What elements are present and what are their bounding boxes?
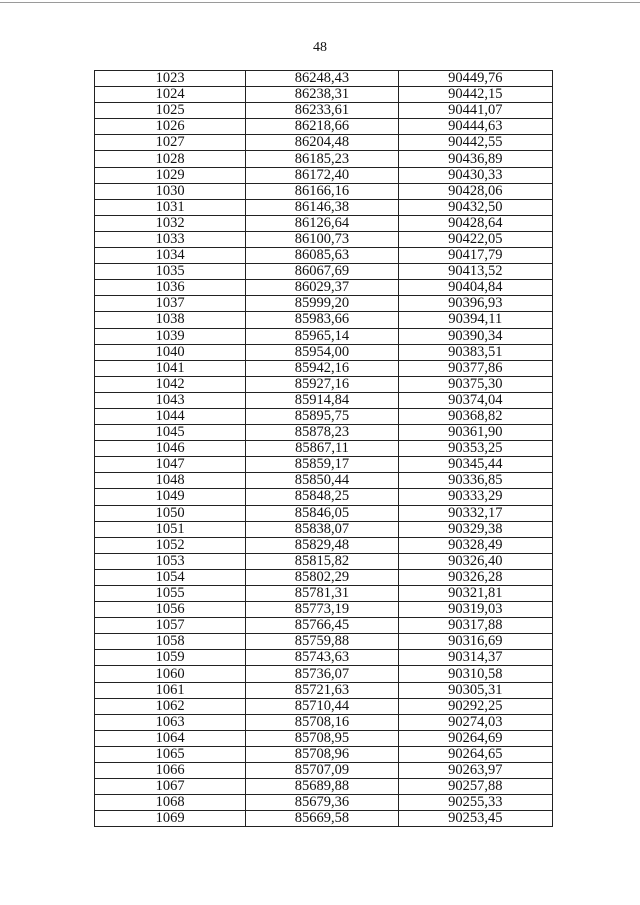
point-number-cell: 1032 <box>95 215 246 231</box>
y-coordinate-cell: 90417,79 <box>398 248 552 264</box>
point-number-cell: 1060 <box>95 666 246 682</box>
y-coordinate-cell: 90396,93 <box>398 296 552 312</box>
x-coordinate-cell: 86233,61 <box>246 103 398 119</box>
table-row <box>95 376 553 392</box>
point-number-cell: 1047 <box>95 457 246 473</box>
x-coordinate-cell: 85689,88 <box>246 779 398 795</box>
point-number-cell: 1035 <box>95 264 246 280</box>
x-coordinate-cell: 85708,16 <box>246 714 398 730</box>
table-row <box>95 360 553 376</box>
point-number-cell: 1052 <box>95 537 246 553</box>
y-coordinate-cell: 90449,76 <box>398 71 552 87</box>
point-number-cell: 1067 <box>95 779 246 795</box>
coordinate-table <box>94 70 553 827</box>
point-number-cell: 1028 <box>95 151 246 167</box>
y-coordinate-cell: 90394,11 <box>398 312 552 328</box>
point-number-cell: 1054 <box>95 569 246 585</box>
table-row <box>95 666 553 682</box>
point-number-cell: 1048 <box>95 473 246 489</box>
point-number-cell: 1059 <box>95 650 246 666</box>
table-row <box>95 264 553 280</box>
y-coordinate-cell: 90326,28 <box>398 569 552 585</box>
x-coordinate-cell: 85914,84 <box>246 392 398 408</box>
y-coordinate-cell: 90374,04 <box>398 392 552 408</box>
x-coordinate-cell: 86126,64 <box>246 215 398 231</box>
x-coordinate-cell: 85759,88 <box>246 634 398 650</box>
table-row <box>95 457 553 473</box>
y-coordinate-cell: 90377,86 <box>398 360 552 376</box>
x-coordinate-cell: 86100,73 <box>246 231 398 247</box>
point-number-cell: 1056 <box>95 602 246 618</box>
y-coordinate-cell: 90361,90 <box>398 425 552 441</box>
point-number-cell: 1024 <box>95 87 246 103</box>
point-number-cell: 1057 <box>95 618 246 634</box>
point-number-cell: 1031 <box>95 199 246 215</box>
point-number-cell: 1029 <box>95 167 246 183</box>
point-number-cell: 1049 <box>95 489 246 505</box>
y-coordinate-cell: 90422,05 <box>398 231 552 247</box>
point-number-cell: 1043 <box>95 392 246 408</box>
table-row <box>95 151 553 167</box>
table-row <box>95 489 553 505</box>
point-number-cell: 1065 <box>95 746 246 762</box>
x-coordinate-cell: 85773,19 <box>246 602 398 618</box>
x-coordinate-cell: 85850,44 <box>246 473 398 489</box>
y-coordinate-cell: 90253,45 <box>398 811 552 827</box>
x-coordinate-cell: 86238,31 <box>246 87 398 103</box>
table-row <box>95 618 553 634</box>
y-coordinate-cell: 90368,82 <box>398 408 552 424</box>
table-row <box>95 811 553 827</box>
y-coordinate-cell: 90328,49 <box>398 537 552 553</box>
table-row <box>95 183 553 199</box>
y-coordinate-cell: 90321,81 <box>398 586 552 602</box>
table-row <box>95 521 553 537</box>
x-coordinate-cell: 86218,66 <box>246 119 398 135</box>
point-number-cell: 1063 <box>95 714 246 730</box>
top-rule <box>0 2 640 3</box>
y-coordinate-cell: 90329,38 <box>398 521 552 537</box>
x-coordinate-cell: 85838,07 <box>246 521 398 537</box>
table-row <box>95 87 553 103</box>
table-row <box>95 119 553 135</box>
table-row <box>95 425 553 441</box>
table-row <box>95 698 553 714</box>
y-coordinate-cell: 90255,33 <box>398 795 552 811</box>
point-number-cell: 1046 <box>95 441 246 457</box>
table-row <box>95 602 553 618</box>
point-number-cell: 1040 <box>95 344 246 360</box>
y-coordinate-cell: 90390,34 <box>398 328 552 344</box>
table-row <box>95 215 553 231</box>
y-coordinate-cell: 90305,31 <box>398 682 552 698</box>
table-row <box>95 682 553 698</box>
x-coordinate-cell: 85708,96 <box>246 746 398 762</box>
x-coordinate-cell: 86085,63 <box>246 248 398 264</box>
point-number-cell: 1027 <box>95 135 246 151</box>
x-coordinate-cell: 85999,20 <box>246 296 398 312</box>
y-coordinate-cell: 90326,40 <box>398 553 552 569</box>
x-coordinate-cell: 85927,16 <box>246 376 398 392</box>
x-coordinate-cell: 85983,66 <box>246 312 398 328</box>
table-row <box>95 714 553 730</box>
y-coordinate-cell: 90436,89 <box>398 151 552 167</box>
y-coordinate-cell: 90442,15 <box>398 87 552 103</box>
y-coordinate-cell: 90345,44 <box>398 457 552 473</box>
table-row <box>95 441 553 457</box>
x-coordinate-cell: 85721,63 <box>246 682 398 698</box>
y-coordinate-cell: 90264,69 <box>398 730 552 746</box>
point-number-cell: 1058 <box>95 634 246 650</box>
y-coordinate-cell: 90383,51 <box>398 344 552 360</box>
table-row <box>95 763 553 779</box>
y-coordinate-cell: 90430,33 <box>398 167 552 183</box>
point-number-cell: 1044 <box>95 408 246 424</box>
y-coordinate-cell: 90375,30 <box>398 376 552 392</box>
point-number-cell: 1036 <box>95 280 246 296</box>
y-coordinate-cell: 90353,25 <box>398 441 552 457</box>
x-coordinate-cell: 85743,63 <box>246 650 398 666</box>
point-number-cell: 1037 <box>95 296 246 312</box>
y-coordinate-cell: 90428,64 <box>398 215 552 231</box>
page-number: 48 <box>313 40 327 55</box>
table-row <box>95 103 553 119</box>
point-number-cell: 1061 <box>95 682 246 698</box>
x-coordinate-cell: 86185,23 <box>246 151 398 167</box>
point-number-cell: 1066 <box>95 763 246 779</box>
coordinate-table-body <box>95 71 553 827</box>
point-number-cell: 1064 <box>95 730 246 746</box>
x-coordinate-cell: 85846,05 <box>246 505 398 521</box>
table-row <box>95 135 553 151</box>
table-row <box>95 248 553 264</box>
table-row <box>95 328 553 344</box>
x-coordinate-cell: 85815,82 <box>246 553 398 569</box>
x-coordinate-cell: 86166,16 <box>246 183 398 199</box>
x-coordinate-cell: 85829,48 <box>246 537 398 553</box>
point-number-cell: 1051 <box>95 521 246 537</box>
x-coordinate-cell: 86067,69 <box>246 264 398 280</box>
table-row <box>95 795 553 811</box>
y-coordinate-cell: 90319,03 <box>398 602 552 618</box>
y-coordinate-cell: 90332,17 <box>398 505 552 521</box>
x-coordinate-cell: 85710,44 <box>246 698 398 714</box>
point-number-cell: 1025 <box>95 103 246 119</box>
y-coordinate-cell: 90263,97 <box>398 763 552 779</box>
table-row <box>95 280 553 296</box>
point-number-cell: 1045 <box>95 425 246 441</box>
table-row <box>95 167 553 183</box>
x-coordinate-cell: 85708,95 <box>246 730 398 746</box>
y-coordinate-cell: 90404,84 <box>398 280 552 296</box>
point-number-cell: 1050 <box>95 505 246 521</box>
point-number-cell: 1038 <box>95 312 246 328</box>
x-coordinate-cell: 85781,31 <box>246 586 398 602</box>
y-coordinate-cell: 90264,65 <box>398 746 552 762</box>
y-coordinate-cell: 90316,69 <box>398 634 552 650</box>
point-number-cell: 1069 <box>95 811 246 827</box>
table-row <box>95 746 553 762</box>
point-number-cell: 1033 <box>95 231 246 247</box>
y-coordinate-cell: 90442,55 <box>398 135 552 151</box>
y-coordinate-cell: 90333,29 <box>398 489 552 505</box>
table-row <box>95 505 553 521</box>
point-number-cell: 1039 <box>95 328 246 344</box>
y-coordinate-cell: 90336,85 <box>398 473 552 489</box>
table-row <box>95 586 553 602</box>
y-coordinate-cell: 90314,37 <box>398 650 552 666</box>
point-number-cell: 1026 <box>95 119 246 135</box>
y-coordinate-cell: 90317,88 <box>398 618 552 634</box>
x-coordinate-cell: 85954,00 <box>246 344 398 360</box>
table-row <box>95 569 553 585</box>
x-coordinate-cell: 86172,40 <box>246 167 398 183</box>
table-row <box>95 730 553 746</box>
point-number-cell: 1062 <box>95 698 246 714</box>
point-number-cell: 1030 <box>95 183 246 199</box>
x-coordinate-cell: 86204,48 <box>246 135 398 151</box>
x-coordinate-cell: 85707,09 <box>246 763 398 779</box>
y-coordinate-cell: 90428,06 <box>398 183 552 199</box>
point-number-cell: 1068 <box>95 795 246 811</box>
x-coordinate-cell: 86029,37 <box>246 280 398 296</box>
table-row <box>95 473 553 489</box>
table-row <box>95 408 553 424</box>
y-coordinate-cell: 90441,07 <box>398 103 552 119</box>
x-coordinate-cell: 85867,11 <box>246 441 398 457</box>
x-coordinate-cell: 85736,07 <box>246 666 398 682</box>
x-coordinate-cell: 85802,29 <box>246 569 398 585</box>
table-row <box>95 553 553 569</box>
table-row <box>95 650 553 666</box>
y-coordinate-cell: 90432,50 <box>398 199 552 215</box>
table-row <box>95 537 553 553</box>
y-coordinate-cell: 90310,58 <box>398 666 552 682</box>
table-row <box>95 312 553 328</box>
x-coordinate-cell: 85942,16 <box>246 360 398 376</box>
x-coordinate-cell: 85965,14 <box>246 328 398 344</box>
point-number-cell: 1042 <box>95 376 246 392</box>
point-number-cell: 1055 <box>95 586 246 602</box>
table-row <box>95 296 553 312</box>
y-coordinate-cell: 90413,52 <box>398 264 552 280</box>
point-number-cell: 1034 <box>95 248 246 264</box>
point-number-cell: 1023 <box>95 71 246 87</box>
x-coordinate-cell: 85859,17 <box>246 457 398 473</box>
table-row <box>95 199 553 215</box>
y-coordinate-cell: 90257,88 <box>398 779 552 795</box>
point-number-cell: 1041 <box>95 360 246 376</box>
y-coordinate-cell: 90274,03 <box>398 714 552 730</box>
table-row <box>95 634 553 650</box>
x-coordinate-cell: 85679,36 <box>246 795 398 811</box>
table-row <box>95 344 553 360</box>
x-coordinate-cell: 86146,38 <box>246 199 398 215</box>
x-coordinate-cell: 85766,45 <box>246 618 398 634</box>
x-coordinate-cell: 85878,23 <box>246 425 398 441</box>
table-row <box>95 71 553 87</box>
table-row <box>95 231 553 247</box>
x-coordinate-cell: 85848,25 <box>246 489 398 505</box>
point-number-cell: 1053 <box>95 553 246 569</box>
table-row <box>95 779 553 795</box>
x-coordinate-cell: 85669,58 <box>246 811 398 827</box>
y-coordinate-cell: 90444,63 <box>398 119 552 135</box>
table-row <box>95 392 553 408</box>
x-coordinate-cell: 86248,43 <box>246 71 398 87</box>
x-coordinate-cell: 85895,75 <box>246 408 398 424</box>
y-coordinate-cell: 90292,25 <box>398 698 552 714</box>
